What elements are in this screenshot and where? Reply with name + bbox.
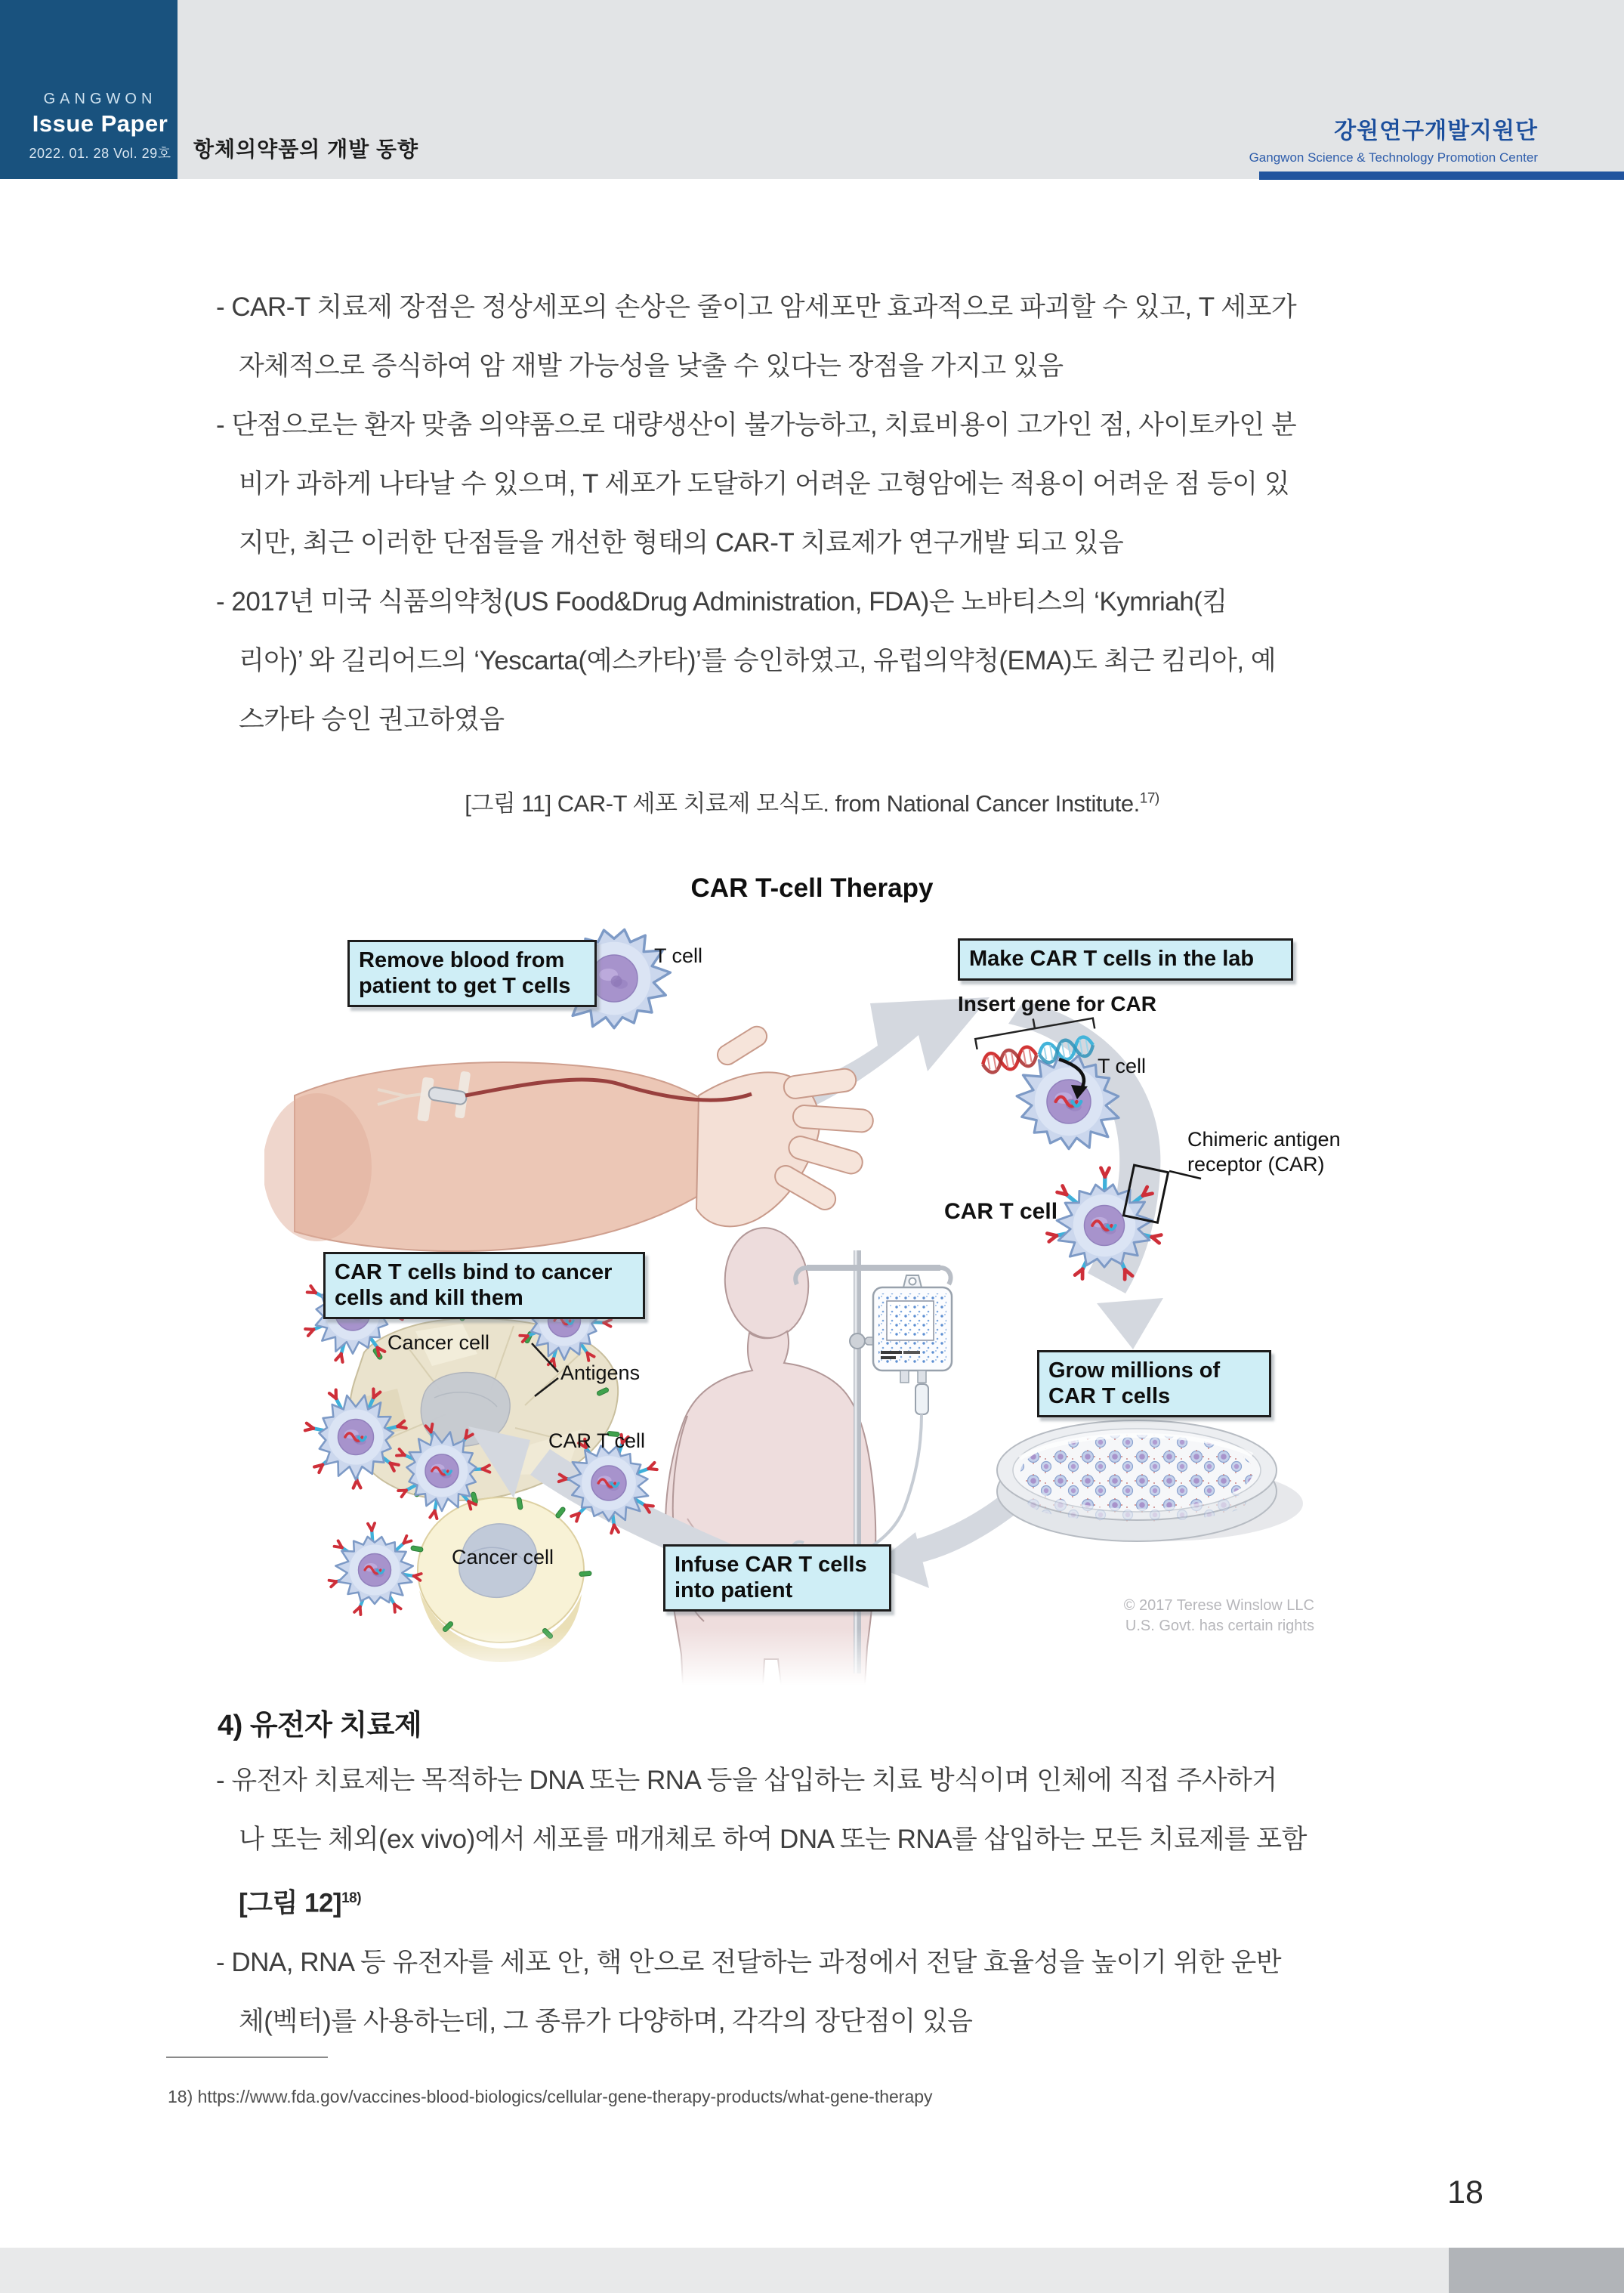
body-line: - 유전자 치료제는 목적하는 DNA 또는 RNA 등을 삽입하는 치료 방식이며 인체에 직접 주사하거 [216, 1766, 1277, 1795]
label-car-t-cell-bottom: CAR T cell [548, 1429, 646, 1452]
figure-title: CAR T-cell Therapy [690, 873, 934, 903]
caption-text: [그림 11] CAR-T 세포 치료제 모식도. from National Cancer Institute. [465, 790, 1140, 817]
fig12-footnote-ref: 18) [341, 1890, 362, 1906]
label-t-cell-right: T cell [1098, 1055, 1147, 1077]
body-line: 리아)’ 와 길리어드의 ‘Yescarta(예스카타)’를 승인하였고, 유럽의약청(EMA)도 최근 킴리아, 예 [239, 646, 1277, 675]
body-line: 비가 과하게 나타날 수 있으며, T 세포가 도달하기 어려운 고형암에는 적용이 어려운 점 등이 있 [239, 469, 1290, 499]
callout-bind-kill: CAR T cells bind to cancer cells and kill them [323, 1252, 645, 1319]
label-cancer-cell-bottom: Cancer cell [452, 1546, 554, 1568]
footnote-separator [166, 2057, 328, 2058]
car-t-cell-therapy-diagram [264, 869, 1360, 1685]
patient-arm-illustration [264, 1023, 874, 1251]
org-name-english: Gangwon Science & Technology Promotion Center [1249, 150, 1538, 165]
callout-make-car-t: Make CAR T cells in the lab [958, 938, 1293, 981]
brand-gangwon: GANGWON [43, 91, 157, 107]
petri-dish-icon [997, 1420, 1303, 1541]
body-line: - CAR-T 치료제 장점은 정상세포의 손상은 줄이고 암세포만 효과적으로 파괴할 수 있고, T 세포가 [216, 292, 1297, 322]
figure-bottom-fade [264, 1628, 1360, 1685]
org-name-korean: 강원연구개발지원단 [1334, 119, 1538, 144]
label-cancer-cell-top: Cancer cell [387, 1331, 490, 1354]
organization-block [1249, 112, 1538, 165]
credit-line2: U.S. Govt. has certain rights [1125, 1618, 1314, 1634]
label-chimeric-antigen-receptor [1187, 1127, 1341, 1177]
body-line: 체(벡터)를 사용하는데, 그 종류가 다양하며, 각각의 장단점이 있음 [239, 2006, 973, 2036]
page-header [0, 0, 1624, 179]
fig12-label: [그림 12] [239, 1888, 342, 1918]
document-title: 항체의약품의 개발 동향 [193, 138, 419, 161]
callout-infuse: Infuse CAR T cells into patient [663, 1544, 891, 1612]
label-car-line1: Chimeric antigen [1187, 1128, 1341, 1151]
body-line: 자체적으로 증식하여 암 재발 가능성을 낮출 수 있다는 장점을 가지고 있음 [239, 351, 1064, 381]
brand-date-vol: 2022. 01. 28 Vol. 29호 [29, 146, 171, 161]
body-line: 스카타 승인 권고하였음 [239, 705, 505, 734]
label-car-t-cell-right: CAR T cell [944, 1199, 1058, 1224]
footnote-18: 18) https://www.fda.gov/vaccines-blood-biologics/cellular-gene-therapy-products/what-gene-therapy [168, 2087, 933, 2106]
body-line: - 2017년 미국 식품의약청(US Food&Drug Administration, FDA)은 노바티스의 ‘Kymriah(킴 [216, 587, 1227, 617]
section-heading-gene-therapy: 4) 유전자 치료제 [218, 1710, 422, 1741]
footer-strip [0, 2248, 1624, 2293]
issue-paper-logo [0, 0, 178, 179]
label-insert-gene: Insert gene for CAR [958, 992, 1156, 1015]
credit-line1: © 2017 Terese Winslow LLC [1123, 1597, 1314, 1614]
body-line: 나 또는 체외(ex vivo)에서 세포를 매개체로 하여 DNA 또는 RNA를 삽입하는 모든 치료제를 포함 [239, 1825, 1307, 1854]
caption-footnote-ref: 17) [1139, 790, 1159, 807]
callout-remove-blood: Remove blood from patient to get T cells [347, 940, 597, 1007]
paragraph-block-2 [216, 1751, 1561, 2051]
label-car-line2: receptor (CAR) [1187, 1153, 1325, 1176]
page-number: 18 [1447, 2174, 1484, 2211]
figure-11-caption [0, 784, 1624, 818]
car-t-cell-icon [329, 1523, 421, 1615]
body-line: 지만, 최근 이러한 단점들을 개선한 형태의 CAR-T 치료제가 연구개발 되고 있음 [239, 528, 1124, 558]
callout-grow-millions: Grow millions of CAR T cells [1037, 1350, 1271, 1417]
process-arrow-right-curve [1008, 1001, 1163, 1349]
patient-body-silhouette [665, 1224, 875, 1685]
body-line: - 단점으로는 환자 맞춤 의약품으로 대량생산이 불가능하고, 치료비용이 고가인 점, 사이토카인 분 [216, 410, 1297, 440]
body-line: - DNA, RNA 등 유전자를 세포 안, 핵 안으로 전달하는 과정에서 전달 효율성을 높이기 위한 운반 [216, 1947, 1282, 1977]
label-antigens: Antigens [560, 1361, 641, 1384]
label-t-cell-top: T cell [654, 944, 703, 967]
paragraph-block-1 [216, 278, 1561, 749]
figure-12-reference [216, 1869, 1561, 1933]
header-accent-bar [1259, 172, 1624, 180]
brand-issue-paper: Issue Paper [32, 110, 168, 137]
footer-accent-block [1449, 2248, 1624, 2293]
figure-credit [1088, 1596, 1314, 1636]
